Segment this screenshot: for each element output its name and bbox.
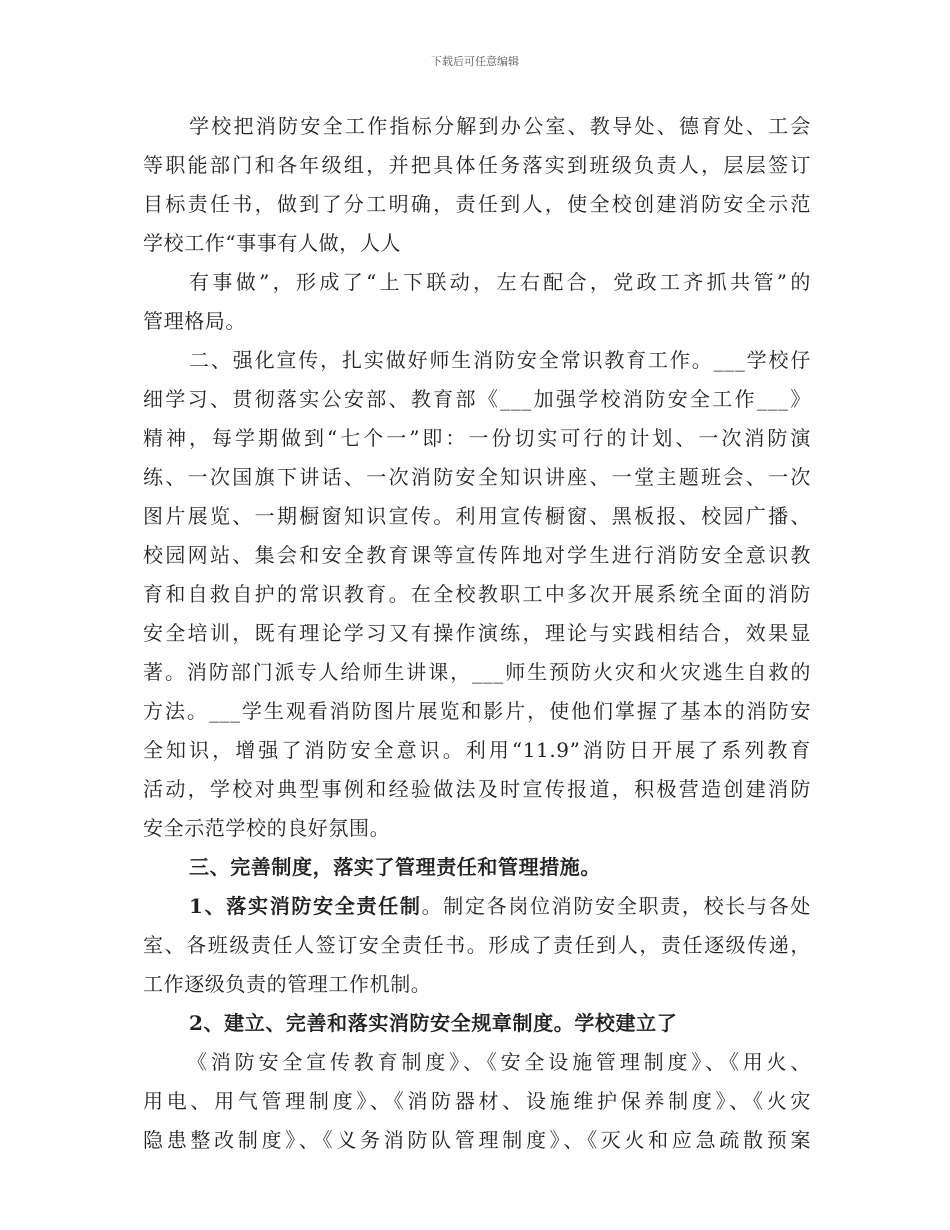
text-line: 练、一次国旗下讲话、一次消防安全知识讲座、一堂主题班会、一次 <box>143 465 811 489</box>
text-line: 等职能部门和各年级组，并把具体任务落实到班级负责人，层层签订 <box>143 153 811 177</box>
text-line: 方法。___学生观看消防图片展览和影片，使他们掌握了基本的消防安 <box>143 699 811 723</box>
text-line: 著。消防部门派专人给师生讲课，___师生预防火灾和火灾逃生自救的 <box>143 660 811 684</box>
text-line: 活动，学校对典型事例和经验做法及时宣传报道，积极营造创建消防 <box>143 777 811 801</box>
text-span: 。制定各岗位消防安全职责，校长与各处 <box>421 894 811 918</box>
text-line: 室、各班级责任人签订安全责任书。形成了责任到人，责任逐级传递， <box>143 933 811 957</box>
text-line: 二、强化宣传，扎实做好师生消防安全常识教育工作。___学校仔 <box>189 348 811 372</box>
text-line: 学校工作“事事有人做，人人 <box>143 231 402 255</box>
text-line: 目标责任书，做到了分工明确，责任到人，使全校创建消防安全示范 <box>143 192 811 216</box>
text-line: 安全培训，既有理论学习又有操作演练，理论与实践相结合，效果显 <box>143 621 811 645</box>
text-line <box>143 887 811 926</box>
text-line: 学校把消防安全工作指标分解到办公室、教导处、德育处、工会 <box>189 114 811 138</box>
text-line: 校园网站、集会和安全教育课等宣传阵地对学生进行消防安全意识教 <box>143 543 811 567</box>
text-line: 工作逐级负责的管理工作机制。 <box>143 972 432 996</box>
text-line: 安全示范学校的良好氛围。 <box>143 816 391 840</box>
text-line: 全知识，增强了消防安全意识。利用“11.9”消防日开展了系列教育 <box>143 738 811 762</box>
bold-lead: 1、落实消防安全责任制 <box>189 894 422 918</box>
section-heading: 三、完善制度，落实了管理责任和管理措施。 <box>189 855 601 879</box>
document-body <box>143 107 811 1160</box>
text-line: 细学习、贯彻落实公安部、教育部《___加强学校消防安全工作___》 <box>143 387 811 411</box>
text-line: 用电、用气管理制度》、《消防器材、设施维护保养制度》、《火灾 <box>143 1089 811 1113</box>
text-line: 《消防安全宣传教育制度》、《安全设施管理制度》、《用火、 <box>187 1050 811 1074</box>
text-line: 有事做”，形成了“上下联动，左右配合，党政工齐抓共管”的 <box>189 270 811 294</box>
page-header: 下载后可任意编辑 <box>431 55 519 68</box>
text-line: 精神，每学期做到“七个一”即：一份切实可行的计划、一次消防演 <box>143 426 811 450</box>
text-line: 育和自救自护的常识教育。在全校教职工中多次开展系统全面的消防 <box>143 582 811 606</box>
text-line: 图片展览、一期橱窗知识宣传。利用宣传橱窗、黑板报、校园广播、 <box>143 504 811 528</box>
text-line: 管理格局。 <box>143 309 246 333</box>
text-line: 隐患整改制度》、《义务消防队管理制度》、《灭火和应急疏散预案 <box>143 1128 811 1152</box>
section-heading: 2、建立、完善和落实消防安全规章制度。学校建立了 <box>189 1011 678 1035</box>
